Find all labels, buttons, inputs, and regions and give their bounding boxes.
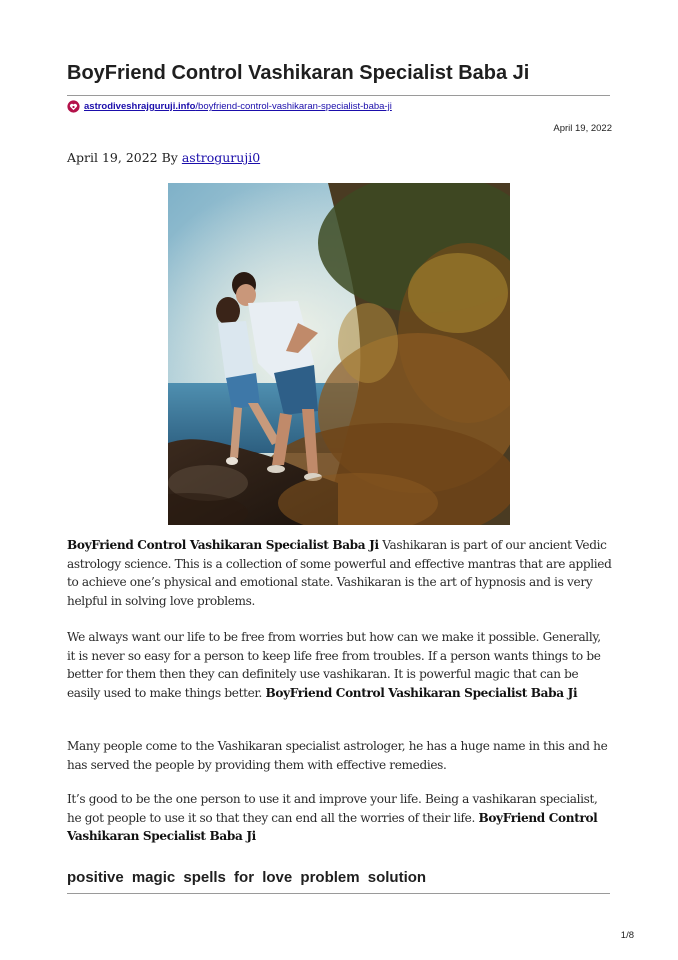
source-domain: astrodiveshrajguruji.info: [84, 101, 196, 112]
paragraph-4-text: It’s good to be the one person to use it and improve your life. Being a vashikaran specialist, he got people to use it so that they can end all the worries of their life.: [67, 792, 598, 825]
subheading-divider: [67, 893, 610, 894]
paragraph-4: [67, 790, 612, 846]
paragraph-2: [67, 628, 612, 702]
paragraph-1: [67, 536, 612, 610]
source-path: /boyfriend-control-vashikaran-specialist-baba-ji: [195, 101, 392, 112]
paragraph-4-trail: BoyFriend Control Vashikaran Specialist Baba Ji: [67, 810, 598, 843]
source-url-link[interactable]: [84, 101, 392, 112]
couple-photo: [168, 183, 510, 525]
header-divider: [67, 95, 610, 96]
paragraph-2-trail: BoyFriend Control Vashikaran Specialist Baba Ji: [265, 685, 578, 700]
paragraph-1-text: Vashikaran is part of our ancient Vedic astrology science. This is a collection of some powerful and effective mantras that are applied to achieve one’s physical and emotional state. Vashikaran is the art of hypnosis and is very helpful in solving love problems.: [67, 538, 612, 608]
author-link[interactable]: astroguruji0: [181, 150, 261, 165]
heart-favicon-icon: [67, 100, 80, 113]
by-label: By: [161, 150, 178, 165]
post-meta: [67, 150, 260, 165]
post-date: April 19, 2022: [67, 150, 158, 165]
page-number: 1/8: [620, 930, 634, 941]
paragraph-1-lead: BoyFriend Control Vashikaran Specialist Baba Ji: [67, 538, 379, 552]
print-date: April 19, 2022: [553, 123, 612, 134]
section-subheading: positive magic spells for love problem solution: [67, 869, 427, 886]
paragraph-2-text: We always want our life to be free from worries but how can we make it possible. Generally, it is never so easy for a person to keep life free from troubles. If a person wants things to be better for them then they can definitely use vashikaran. It is powerful magic that can be easily used to make things better.: [67, 630, 601, 700]
source-url-line: [67, 100, 392, 113]
paragraph-3-text: Many people come to the Vashikaran specialist astrologer, he has a huge name in this and he has served the people by providing them with effective remedies.: [67, 739, 608, 772]
paragraph-3: [67, 737, 612, 774]
page-title: BoyFriend Control Vashikaran Specialist Baba Ji: [67, 62, 530, 84]
